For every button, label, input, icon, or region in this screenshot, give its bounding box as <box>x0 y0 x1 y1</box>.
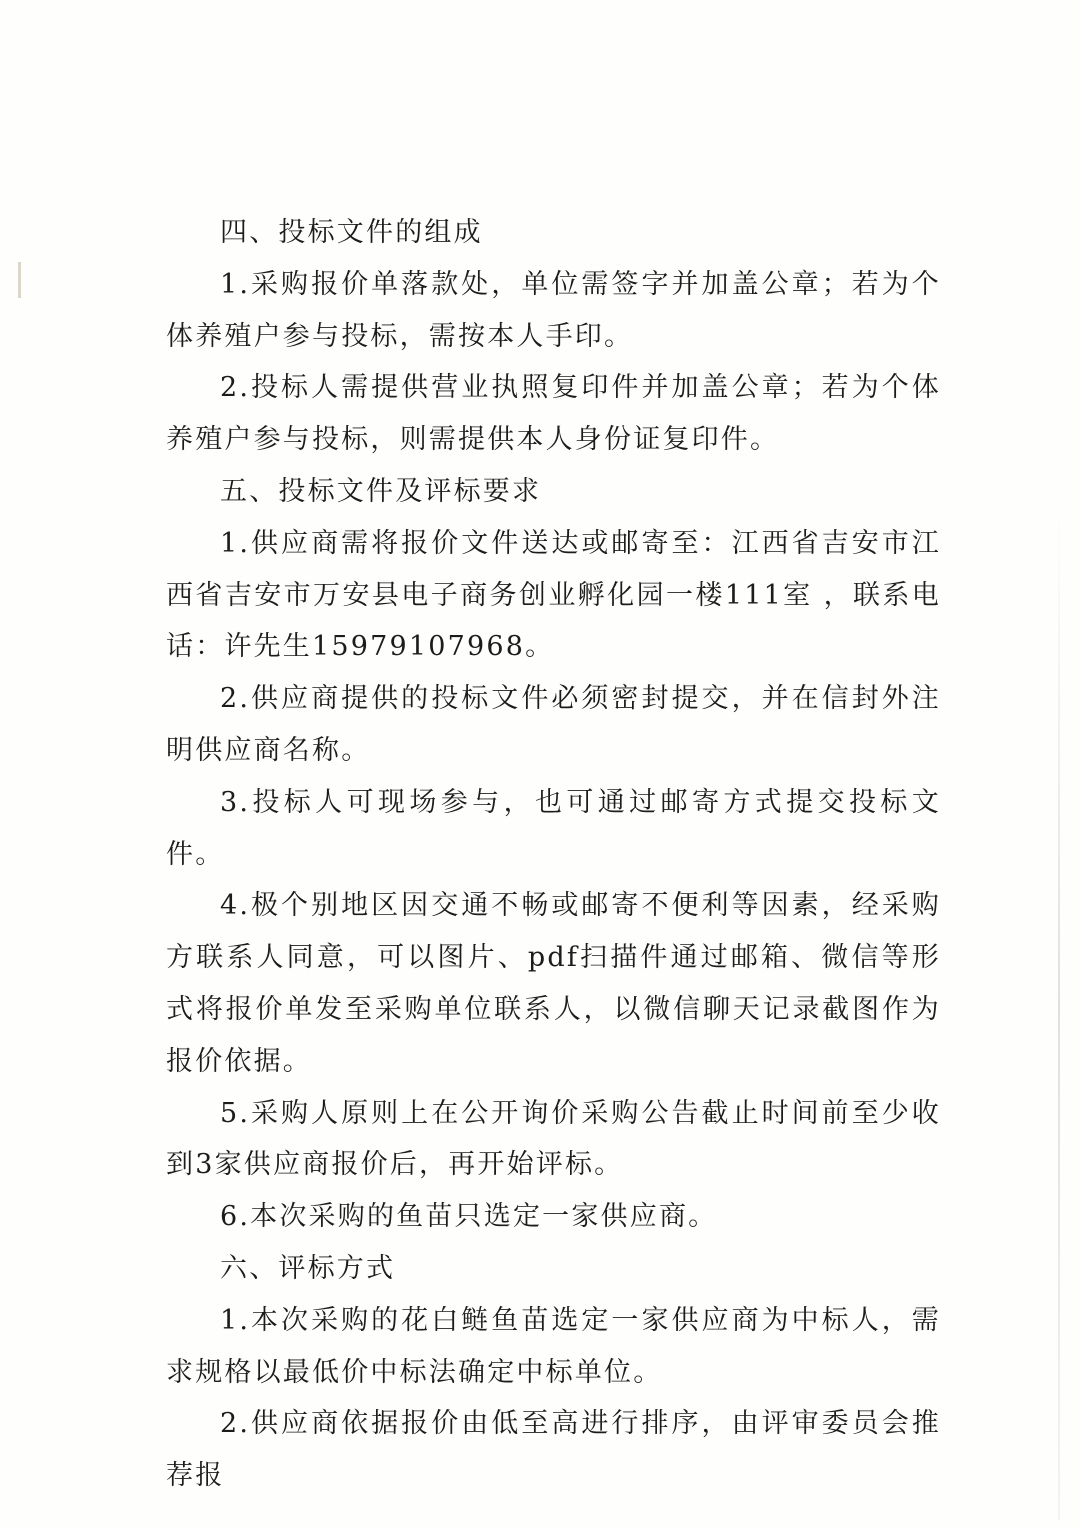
section-5-heading: 五、投标文件及评标要求 <box>220 475 542 507</box>
section-5-item-6: 6.本次采购的鱼苗只选定一家供应商。 <box>220 1201 718 1233</box>
section-5-item-3: 3.投标人可现场参与，也可通过邮寄方式提交投标文件。 <box>166 786 941 870</box>
section-4-heading: 四、投标文件的组成 <box>220 217 483 248</box>
section-5-item-5: 5.采购人原则上在公开询价采购公告截止时间前至少收到3家供应商报价后，再开始评标。 <box>166 1097 941 1181</box>
section-5-item-2: 2.供应商提供的投标文件必须密封提交，并在信封外注明供应商名称。 <box>166 683 941 766</box>
section-4-item-2: 2.投标人需提供营业执照复印件并加盖公章；若为个体养殖户参与投标，则需提供本人身份证复印件。 <box>166 372 941 456</box>
section-6-item-2: 2.供应商依据报价由低至高进行排序，由评审委员会推荐报 <box>166 1408 941 1492</box>
section-6-item-1: 1.本次采购的花白鲢鱼苗选定一家供应商为中标人，需求规格以最低价中标法确定中标单位。 <box>166 1304 941 1388</box>
section-5-item-1: 1.供应商需将报价文件送达或邮寄至：江西省吉安市江西省吉安市万安县电子商务创业孵化园一楼111室 ，联系电话：许先生15979107968。 <box>166 527 941 663</box>
document-body <box>166 207 941 1502</box>
section-6-heading: 六、评标方式 <box>220 1252 396 1284</box>
scan-edge-shadow <box>1058 500 1060 1520</box>
scan-edge-mark <box>18 262 21 298</box>
section-5-item-4: 4.极个别地区因交通不畅或邮寄不便利等因素，经采购方联系人同意，可以图片、pdf扫描件通过邮箱、微信等形式将报价单发至采购单位联系人，以微信聊天记录截图作为报价依据。 <box>166 890 941 1077</box>
section-4-item-1: 1.采购报价单落款处，单位需签字并加盖公章；若为个体养殖户参与投标，需按本人手印。 <box>166 268 941 352</box>
